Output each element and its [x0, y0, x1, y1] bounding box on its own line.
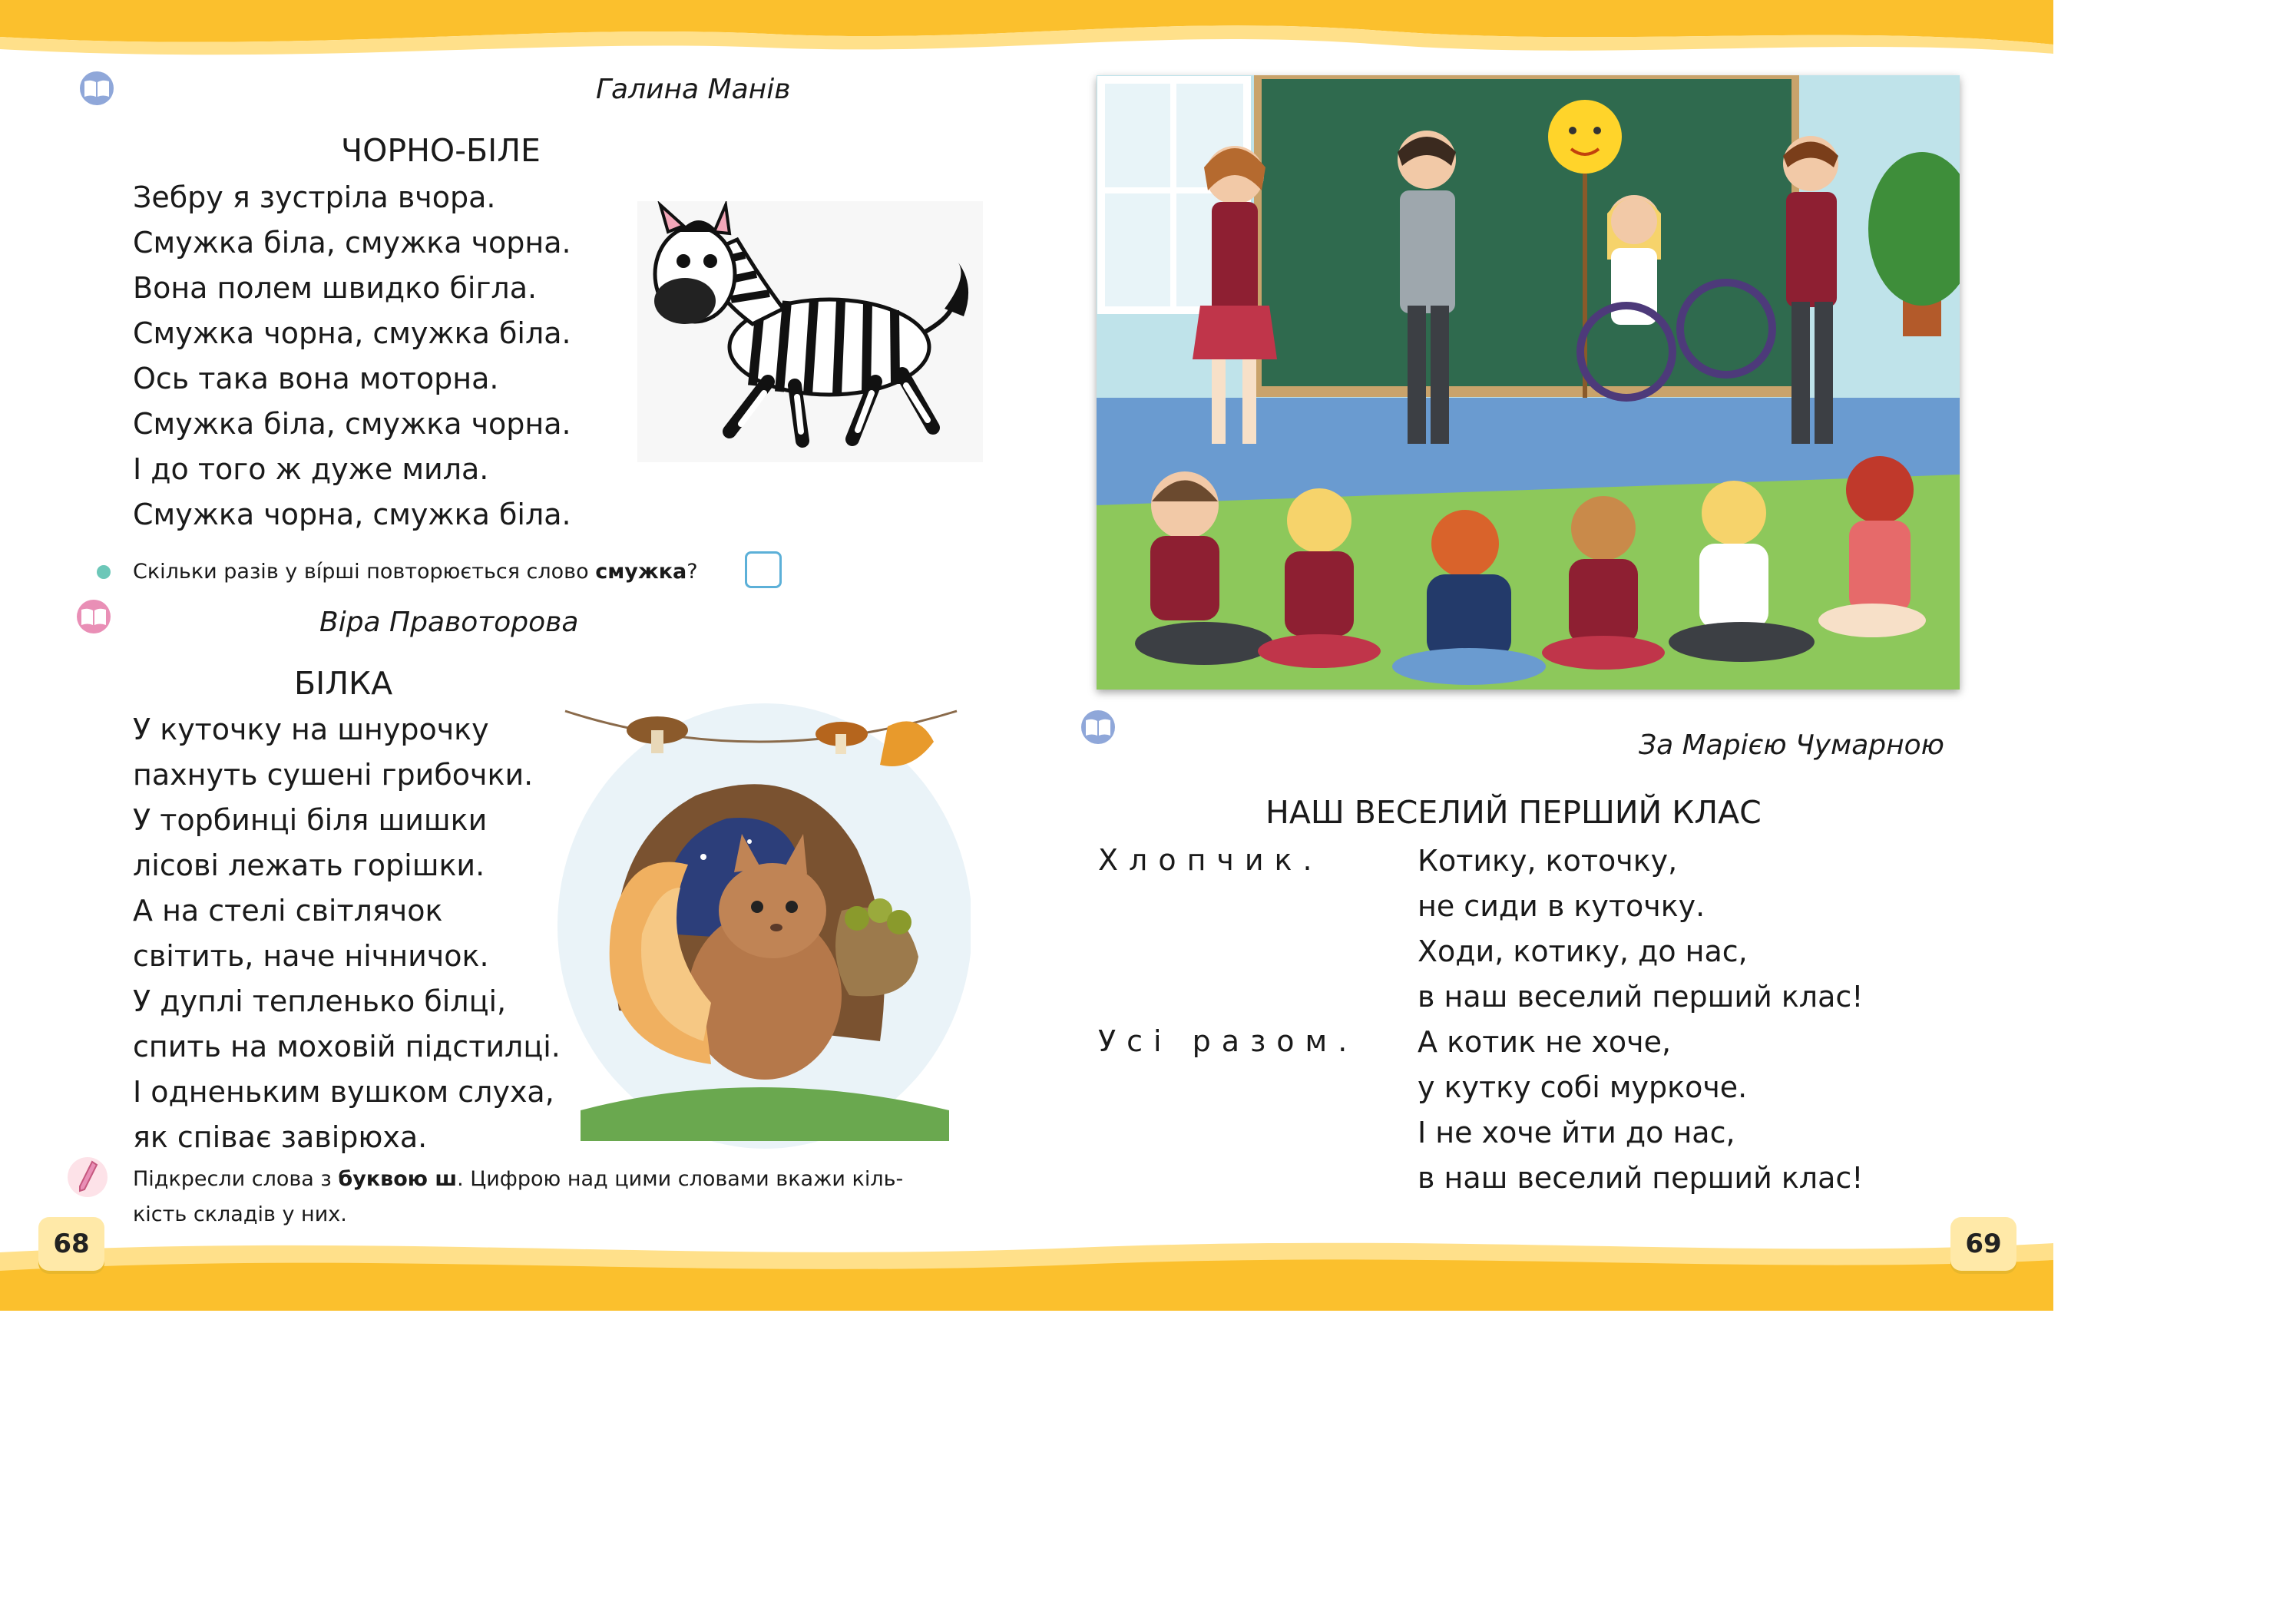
bullet-icon	[97, 565, 111, 579]
verse-line: як співає завірюха.	[133, 1120, 428, 1154]
poem2-title: БІЛКА	[294, 665, 393, 702]
verse-line: У куточку на шнурочку	[133, 713, 489, 746]
verse-line: Котику, коточку,	[1418, 844, 1678, 878]
poem1-title: ЧОРНО-БІЛЕ	[341, 132, 541, 169]
poem2-author: Віра Правоторова	[319, 607, 579, 638]
verse-line: Смужка біла, смужка чорна.	[133, 407, 571, 441]
verse-line: Ось така вона моторна.	[133, 362, 499, 395]
poem2-task-line1: Підкресли слова з буквою ш. Цифрою над цими словами вкажи кіль-	[133, 1167, 904, 1191]
verse-line: Зебру я зустріла вчора.	[133, 180, 496, 214]
classroom-illustration	[1097, 75, 1960, 690]
book-icon	[77, 71, 117, 106]
verse-line: Смужка чорна, смужка біла.	[133, 316, 571, 350]
verse-line: спить на моховій підстилці.	[133, 1030, 561, 1063]
verse-line: А котик не хоче,	[1418, 1025, 1672, 1059]
poem2-text	[133, 707, 561, 1160]
verse-line: Ходи, котику, до нас,	[1418, 934, 1748, 968]
poem1-text	[133, 175, 571, 537]
verse-line: в наш веселий перший клас!	[1418, 1161, 1864, 1195]
book-icon	[74, 599, 114, 634]
verse-line: У дуплі тепленько білці,	[133, 984, 507, 1018]
verse-line: І не хоче йти до нас,	[1418, 1116, 1735, 1149]
verse-line: в наш веселий перший клас!	[1418, 980, 1864, 1014]
poem3-title: НАШ ВЕСЕЛИЙ ПЕРШИЙ КЛАС	[1265, 794, 1762, 831]
verse-line: Смужка чорна, смужка біла.	[133, 498, 571, 531]
verse-line: І до того ж дуже мила.	[133, 452, 489, 486]
pencil-icon	[66, 1156, 109, 1199]
verse-line: не сиди в куточку.	[1418, 889, 1705, 923]
zebra-illustration	[637, 201, 983, 462]
bottom-band	[0, 1217, 2053, 1311]
verse-line: у кутку собі муркоче.	[1418, 1070, 1748, 1104]
poem1-author: Галина Манів	[596, 74, 791, 105]
speaker1-lines	[1418, 838, 1864, 1020]
verse-line: Вона полем швидко бігла.	[133, 271, 538, 305]
poem3-author: За Марією Чумарною	[1639, 729, 1944, 761]
book-icon	[1078, 709, 1118, 745]
verse-line: пахнуть сушені грибочки.	[133, 758, 534, 792]
answer-box[interactable]	[745, 551, 782, 588]
speaker2-lines	[1418, 1020, 1864, 1201]
verse-line: світить, наче нічничок.	[133, 939, 489, 973]
poem1-question: Скільки разів у ві́рші повторюється слово смужка?	[133, 560, 698, 584]
verse-line: лісові лежать горішки.	[133, 848, 485, 882]
speaker-label: Усі разом.	[1098, 1024, 1358, 1058]
verse-line: У торбинці біля шишки	[133, 803, 488, 837]
squirrel-illustration	[550, 680, 971, 1149]
poem2-task-line2: кість складів у них.	[133, 1202, 347, 1226]
top-band	[0, 0, 2053, 69]
speaker-label: Хлопчик.	[1098, 843, 1323, 877]
page-number-left: 68	[38, 1217, 104, 1271]
page-number-right: 69	[1950, 1217, 2016, 1271]
verse-line: А на стелі світлячок	[133, 894, 443, 928]
verse-line: І одненьким вушком слуха,	[133, 1075, 554, 1109]
verse-line: Смужка біла, смужка чорна.	[133, 226, 571, 260]
